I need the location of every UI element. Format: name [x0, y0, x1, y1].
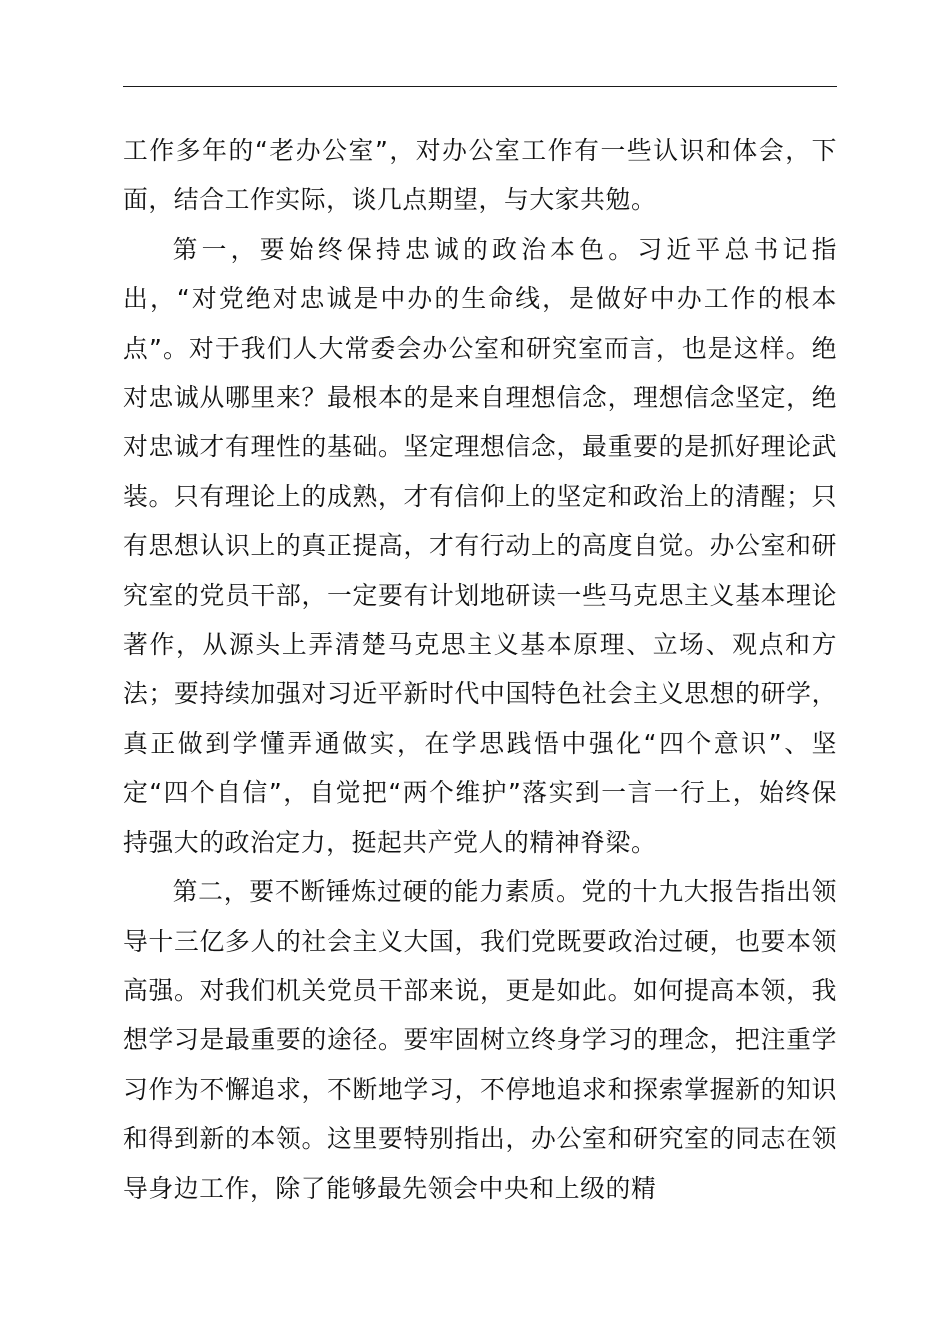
document-body — [123, 126, 837, 1213]
paragraph-point-one: 第一，要始终保持忠诚的政治本色。习近平总书记指出，“对党绝对忠诚是中办的生命线，是做好中办工作的根本点”。对于我们人大常委会办公室和研究室而言，也是这样。绝对忠诚从哪里来？最根本的是来自理想信念，理想信念坚定，绝对忠诚才有理性的基础。坚定理想信念，最重要的是抓好理论武装。只有理论上的成熟，才有信仰上的坚定和政治上的清醒；只有思想认识上的真正提高，才有行动上的高度自觉。办公室和研究室的党员干部，一定要有计划地研读一些马克思主义基本理论著作，从源头上弄清楚马克思主义基本原理、立场、观点和方法；要持续加强对习近平新时代中国特色社会主义思想的研学，真正做到学懂弄通做实，在学思践悟中强化“四个意识”、坚定“四个自信”，自觉把“两个维护”落实到一言一行上，始终保持强大的政治定力，挺起共产党人的精神脊梁。 — [123, 234, 837, 857]
paragraph-intro-continuation: 工作多年的“老办公室”，对办公室工作有一些认识和体会，下面，结合工作实际，谈几点期望，与大家共勉。 — [123, 136, 837, 215]
header-rule — [123, 86, 837, 87]
paragraph-point-two: 第二，要不断锤炼过硬的能力素质。党的十九大报告指出领导十三亿多人的社会主义大国，我们党既要政治过硬，也要本领高强。对我们机关党员干部来说，更是如此。如何提高本领，我想学习是最重要的途径。要牢固树立终身学习的理念，把注重学习作为不懈追求，不断地学习，不停地追求和探索掌握新的知识和得到新的本领。这里要特别指出，办公室和研究室的同志在领导身边工作，除了能够最先领会中央和上级的精 — [123, 877, 837, 1203]
